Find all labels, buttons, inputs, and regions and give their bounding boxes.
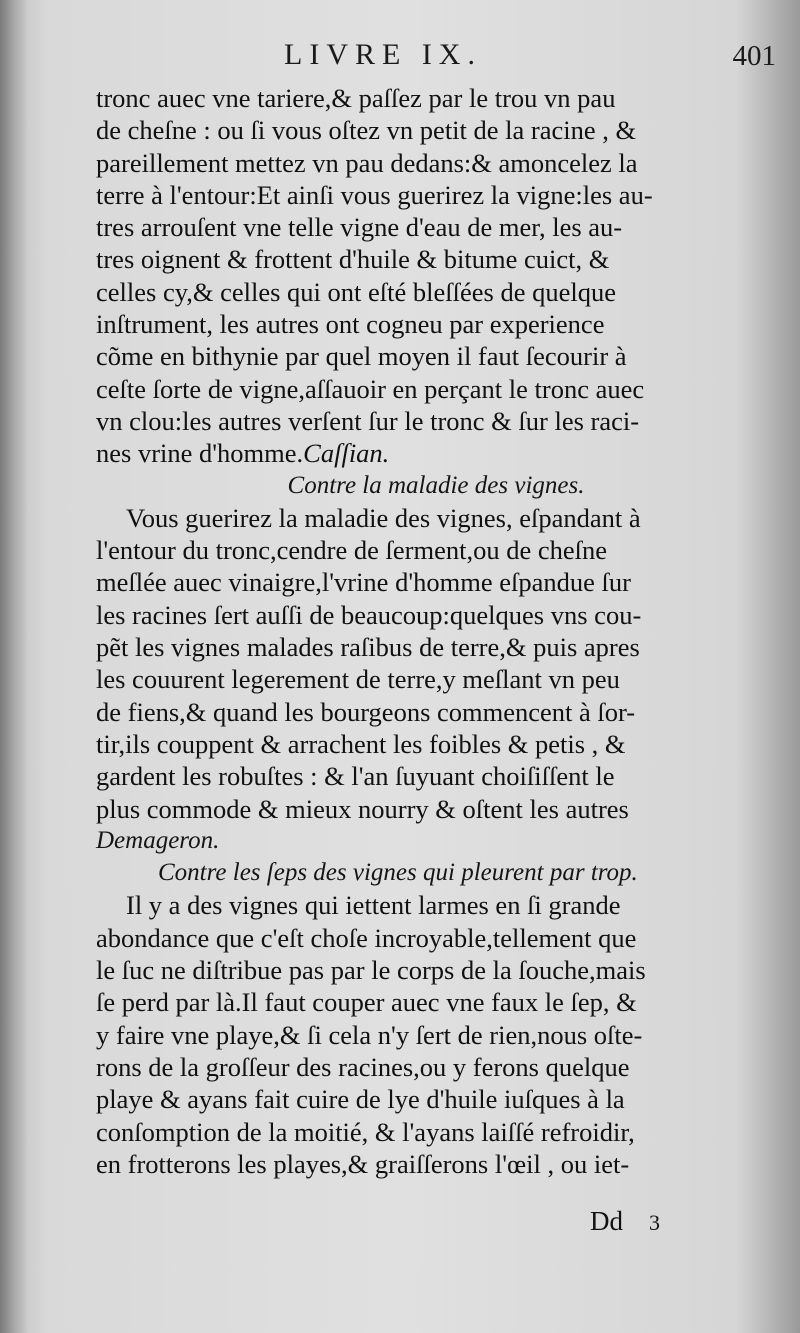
text-line: le ſuc ne diſtribue pas par le corps de la ſouche,mais [96,955,646,986]
running-head: LIVRE IX. [284,38,482,71]
binding-gutter-shadow [0,0,28,1333]
text-line: pareillement mettez vn pau dedans:& amoncelez la [96,147,638,178]
signature-mark [590,1206,660,1237]
text-line: ceſte ſorte de vigne,aſſauoir en perçant le tronc auec [96,373,645,404]
text-line: tronc auec vne tariere,& paſſez par le trou vn pau [96,83,616,113]
text-line: tres oignent & frottent d'huile & bitume cuict, & [96,244,610,275]
page-number: 401 [732,40,776,72]
paragraph-2 [96,502,776,857]
text-line: meſlée auec vinaigre,l'vrine d'homme eſpandue ſur [96,567,631,598]
text-fragment: nes vrine d'homme. [96,438,304,469]
text-line: de cheſne : ou ſi vous oſtez vn petit de la racine , & [96,115,637,146]
source-attribution: Demageron. [96,826,220,854]
text-line: cõme en bithynie par quel moyen il faut ſecourir à [96,341,627,372]
text-line: ſe perd par là.Il faut couper auec vne faux le ſep, & [96,987,637,1018]
text-line: tres arrouſent vne telle vigne d'eau de mer, les au- [96,212,623,243]
text-line [96,437,776,469]
paragraph-3 [96,889,776,1180]
text-line: les couurent legerement de terre,y meſlant vn peu [96,664,620,695]
text-line: celles cy,& celles qui ont eſté bleſſées de quelque [96,276,616,307]
text-line: abondance que c'eſt choſe incroyable,tellement que [96,922,637,953]
source-attribution: Caſſian. [303,438,390,469]
section-title: Contre les ſeps des vignes qui pleurent par trop. [158,859,638,887]
text-line: les racines ſert auſſi de beaucoup:quelques vns cou- [96,599,642,630]
text-line: conſomption de la moitié, & l'ayans laiſſé refroidir, [96,1116,635,1147]
text-line: tir,ils couppent & arrachent les foibles & petis , & [96,728,626,759]
text-line: en frotterons les playes,& graiſſerons l'œil , ou iet- [96,1148,630,1179]
text-line: gardent les robuſtes : & l'an ſuyuant choiſiſſent le [96,761,615,792]
paragraph-1 [96,82,776,470]
text-line: l'entour du tronc,cendre de ſerment,ou de cheſne [96,535,608,566]
text-line: Il y a des vignes qui iettent larmes en ſi grande [126,890,621,921]
text-line: plus commode & mieux nourry & oſtent les autres [96,793,629,824]
text-line: playe & ayans fait cuire de lye d'huile iuſques à la [96,1084,625,1115]
text-line: de fiens,& quand les bourgeons commencent à ſor- [96,696,636,727]
text-line: inſtrument, les autres ont cogneu par experience [96,309,605,340]
page-header [96,38,776,82]
text-line: rons de la groſſeur des racines,ou y ferons quelque [96,1051,630,1082]
signature-number: 3 [649,1210,660,1235]
text-line: Vous guerirez la maladie des vignes, eſpandant à [126,502,641,533]
signature-letters: Dd [590,1206,623,1236]
text-line: y faire vne playe,& ſi cela n'y ſert de rien,nous oſte- [96,1019,643,1050]
section-title: Contre la maladie des vignes. [287,471,585,499]
text-line: vn clou:les autres verſent ſur le tronc & ſur les raci- [96,405,640,436]
text-line: terre à l'entour:Et ainſi vous guerirez la vigne:les au- [96,179,653,210]
text-line: pẽt les vignes malades raſibus de terre,& puis apres [96,632,640,663]
page-text-block [96,38,776,1180]
